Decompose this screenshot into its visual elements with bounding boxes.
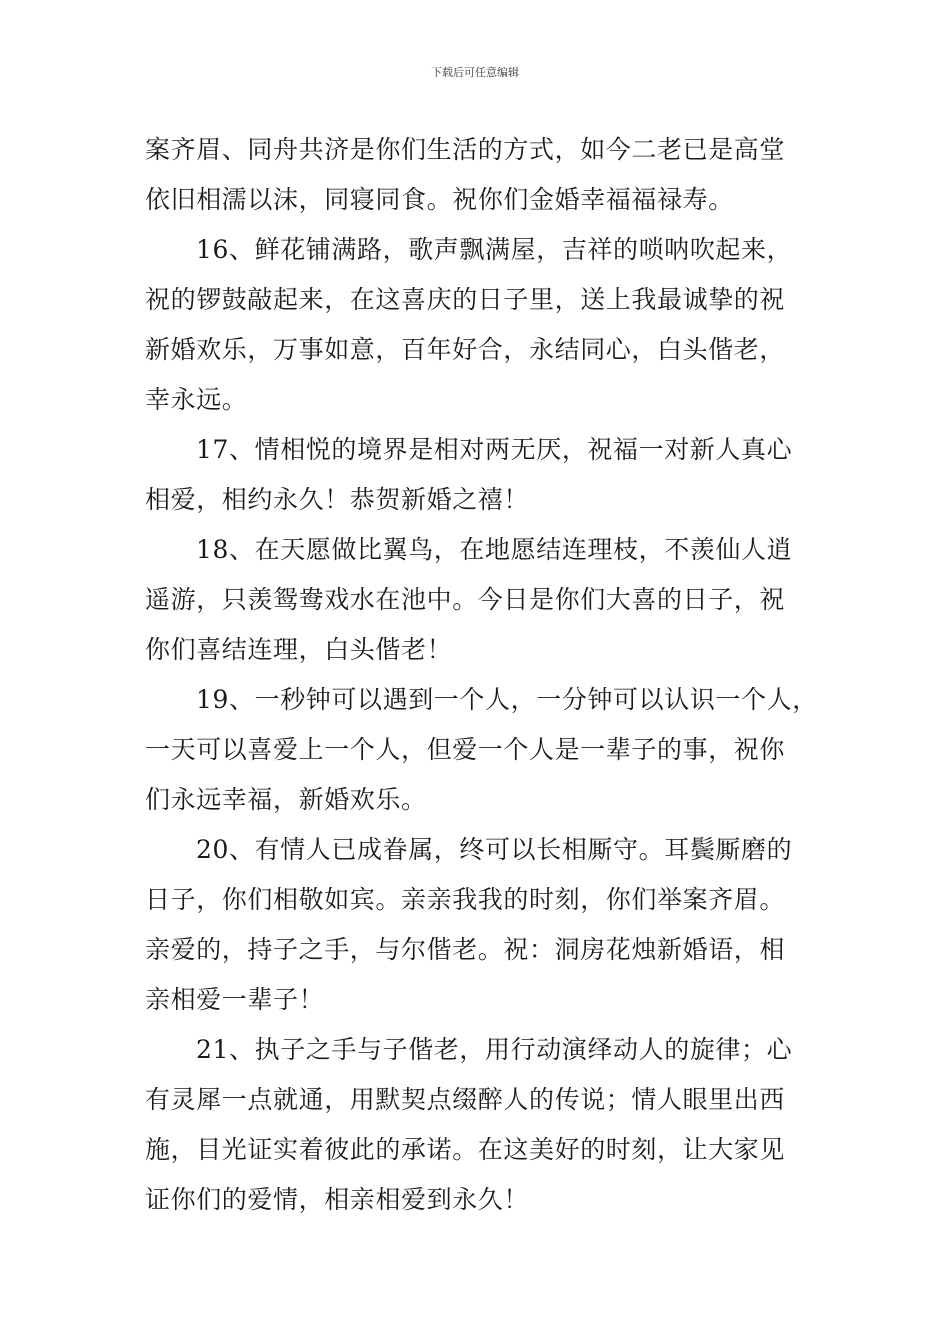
- text-line: 施，目光证实着彼此的承诺。在这美好的时刻，让大家见: [145, 1135, 786, 1164]
- text-line: 一天可以喜爱上一个人，但爱一个人是一辈子的事，祝你: [145, 735, 786, 764]
- paragraph-17-start: 17、情相悦的境界是相对两无厌，祝福一对新人真心: [196, 435, 793, 464]
- page-header: 下载后可任意编辑: [431, 66, 519, 79]
- paragraph-20-start: 20、有情人已成眷属，终可以长相厮守。耳鬓厮磨的: [196, 835, 793, 864]
- paragraph-19-start: 19、一秒钟可以遇到一个人，一分钟可以认识一个人，: [196, 685, 818, 714]
- text-line: 遥游，只羡鸳鸯戏水在池中。今日是你们大喜的日子，祝: [145, 585, 786, 614]
- text-line: 亲相爱一辈子！: [145, 985, 325, 1014]
- text-line: 你们喜结连理，白头偕老！: [145, 635, 453, 664]
- text-line: 亲爱的，持子之手，与尔偕老。祝：洞房花烛新婚语，相: [145, 935, 786, 964]
- text-line: 日子，你们相敬如宾。亲亲我我的时刻，你们举案齐眉。: [145, 885, 786, 914]
- text-line: 证你们的爱情，相亲相爱到永久！: [145, 1185, 530, 1214]
- text-line: 幸永远。: [145, 385, 248, 414]
- paragraph-16-start: 16、鲜花铺满路，歌声飘满屋，吉祥的唢呐吹起来，: [196, 235, 793, 264]
- text-line: 有灵犀一点就通，用默契点缀醉人的传说；情人眼里出西: [145, 1085, 786, 1114]
- text-line: 案齐眉、同舟共济是你们生活的方式，如今二老已是高堂: [145, 135, 786, 164]
- paragraph-21-start: 21、执子之手与子偕老，用行动演绎动人的旋律；心: [196, 1035, 793, 1064]
- text-line: 新婚欢乐，万事如意，百年好合，永结同心，白头偕老，: [145, 335, 786, 364]
- text-line: 祝的锣鼓敲起来，在这喜庆的日子里，送上我最诚挚的祝: [145, 285, 786, 314]
- text-line: 相爱，相约永久！恭贺新婚之禧！: [145, 485, 530, 514]
- paragraph-18-start: 18、在天愿做比翼鸟，在地愿结连理枝，不羡仙人逍: [196, 535, 793, 564]
- text-line: 依旧相濡以沫，同寝同食。祝你们金婚幸福福禄寿。: [145, 185, 734, 214]
- text-line: 们永远幸福，新婚欢乐。: [145, 785, 427, 814]
